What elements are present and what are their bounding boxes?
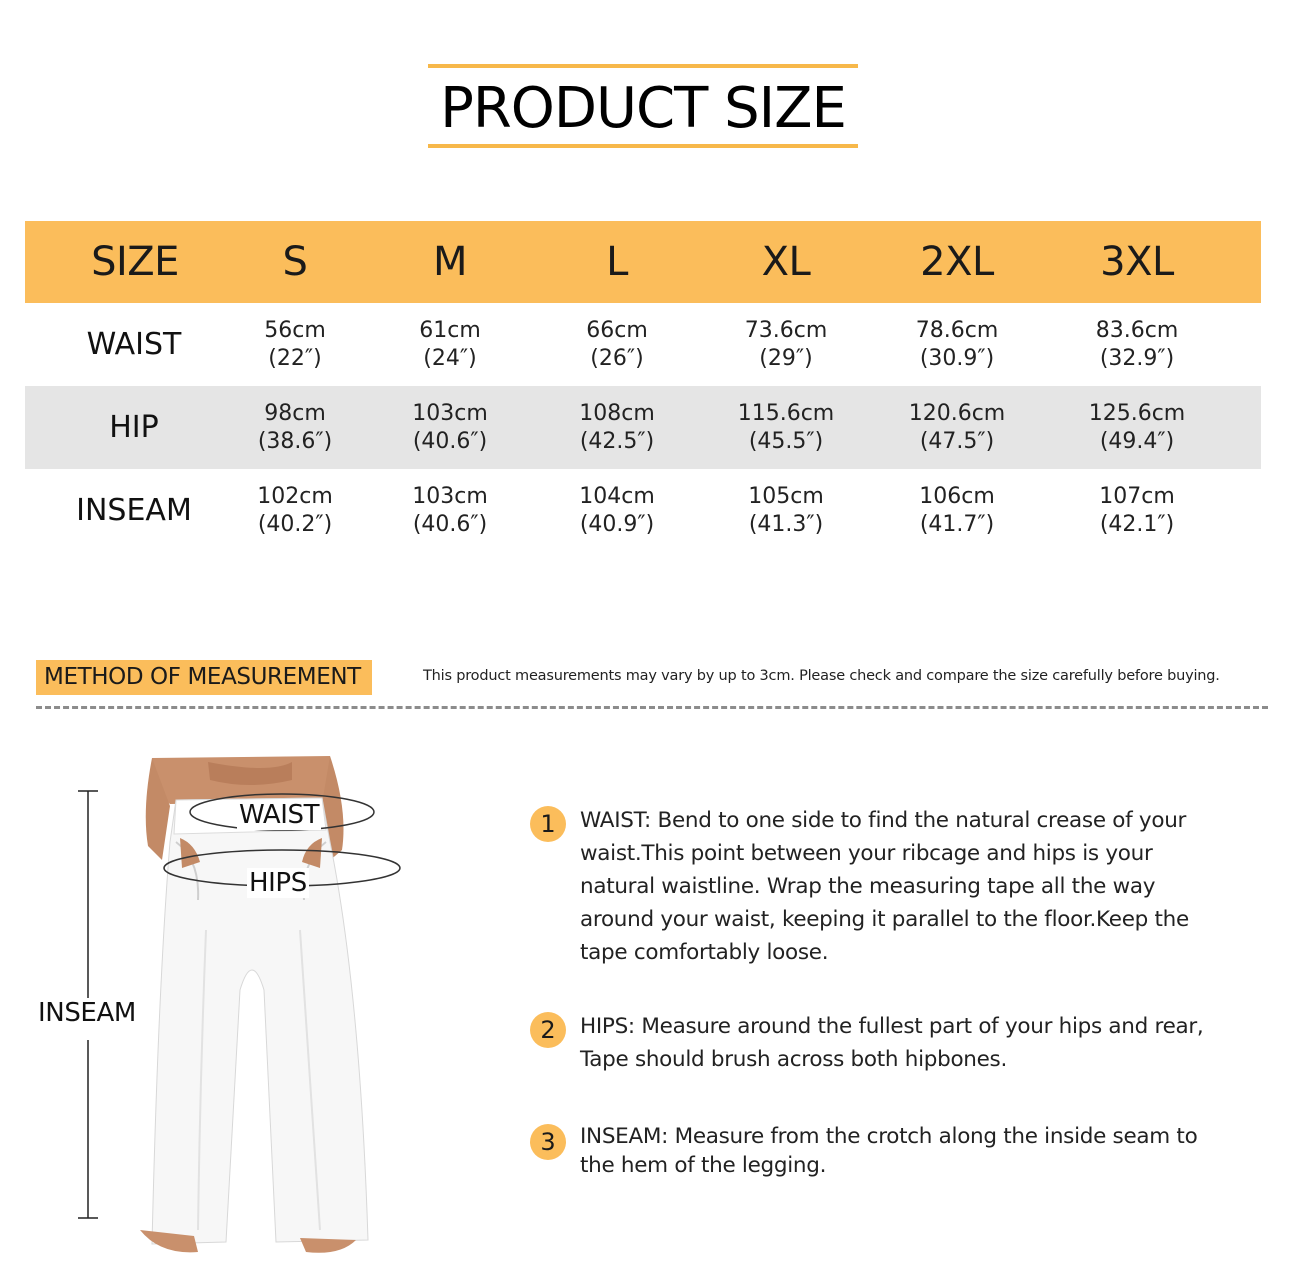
row-label-hip: HIP	[109, 410, 159, 445]
method-label: METHOD OF MEASUREMENT	[36, 660, 372, 695]
dashed-divider	[36, 706, 1268, 709]
table-cell: 103cm (40.6″)	[412, 400, 488, 454]
header-cell-3xl: 3XL	[1100, 239, 1174, 285]
table-cell: 98cm (38.6″)	[257, 400, 333, 454]
title-rule-top	[428, 64, 858, 68]
table-cell: 106cm (41.7″)	[919, 483, 995, 537]
step-text: WAIST: Bend to one side to find the natural crease of your waist.This point between your ribcage and hips is your natural waistline. Wrap the measuring tape all the way around your waist, keeping it parallel to the floor.Keep the tape comfortably loose.	[580, 808, 1189, 965]
table-cell: 66cm (26″)	[586, 317, 648, 371]
step-number-badge: 2	[530, 1012, 566, 1048]
step-number-badge: 1	[530, 806, 566, 842]
step-text: INSEAM: Measure from the crotch along the inside seam to the hem of the legging.	[580, 1124, 1198, 1178]
table-row-hip	[25, 386, 1261, 469]
method-note: This product measurements may vary by up to 3cm. Please check and compare the size carefully before buying.	[423, 668, 1220, 684]
title-block	[428, 64, 858, 150]
row-label-waist: WAIST	[86, 327, 182, 362]
table-cell: 73.6cm (29″)	[744, 317, 828, 371]
page-title: PRODUCT SIZE	[440, 76, 846, 141]
table-cell: 108cm (42.5″)	[579, 400, 655, 454]
table-cell: 105cm (41.3″)	[748, 483, 824, 537]
table-cell: 61cm (24″)	[419, 317, 481, 371]
table-row-waist	[25, 303, 1261, 386]
table-header-row	[25, 221, 1261, 303]
row-label-inseam: INSEAM	[76, 493, 192, 528]
header-cell-2xl: 2XL	[920, 239, 994, 285]
pants-figure	[30, 750, 450, 1260]
table-cell: 56cm (22″)	[264, 317, 326, 371]
inseam-label: INSEAM	[38, 998, 136, 1028]
header-cell-s: S	[282, 239, 308, 285]
table-cell: 104cm (40.9″)	[579, 483, 655, 537]
title-rule-bottom	[428, 144, 858, 148]
table-cell: 102cm (40.2″)	[257, 483, 333, 537]
header-cell-l: L	[606, 239, 628, 285]
table-cell: 115.6cm (45.5″)	[737, 400, 835, 454]
table-cell: 78.6cm (30.9″)	[915, 317, 999, 371]
size-table	[25, 221, 1261, 552]
table-cell: 120.6cm (47.5″)	[908, 400, 1006, 454]
table-row-inseam	[25, 469, 1261, 552]
waist-label: WAIST	[239, 800, 320, 830]
step-text: HIPS: Measure around the fullest part of your hips and rear, Tape should brush across both hipbones.	[580, 1014, 1204, 1072]
table-cell: 107cm (42.1″)	[1099, 483, 1175, 537]
table-cell: 103cm (40.6″)	[412, 483, 488, 537]
step-number-badge: 3	[530, 1124, 566, 1160]
header-cell-size: SIZE	[91, 239, 179, 285]
hips-label: HIPS	[249, 868, 307, 898]
header-cell-xl: XL	[761, 239, 811, 285]
table-cell: 83.6cm (32.9″)	[1095, 317, 1179, 371]
header-cell-m: M	[432, 239, 467, 285]
table-cell: 125.6cm (49.4″)	[1088, 400, 1186, 454]
